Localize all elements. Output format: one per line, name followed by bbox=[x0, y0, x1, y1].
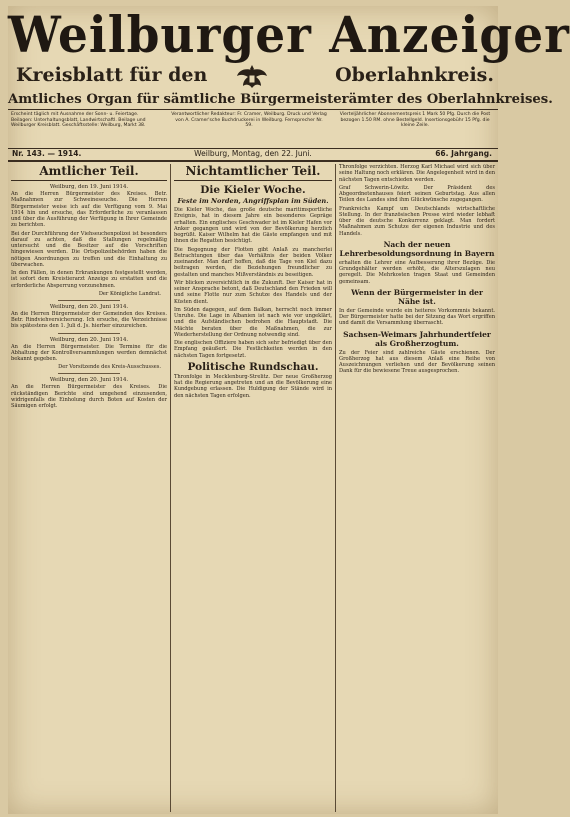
separator bbox=[58, 373, 120, 374]
signature: Der Vorsitzende des Kreis-Ausschusses. bbox=[58, 364, 161, 371]
section-heading-official: Amtlicher Teil. bbox=[11, 164, 167, 181]
signature: Der Königliche Landrat. bbox=[98, 290, 161, 297]
eagle-crest-icon bbox=[235, 62, 269, 92]
article-text: An die Herren Bürgermeister. Die Termine für die Abhaltung der Kontrollversammlungen werden demnächst bekannt gegeben. bbox=[11, 343, 167, 362]
article-text: Die englischen Offiziere haben sich sehr befriedigt über den Empfang geäußert. Die Festlichkeiten werden in den nächsten Tagen fortgesetzt. bbox=[174, 340, 332, 359]
article-dateline: Weilburg, den 20. Juni 1914. bbox=[49, 303, 129, 310]
article-subheadline: Feste im Norden, Angriffsplan im Süden. bbox=[177, 197, 329, 205]
article-text: Bei der Durchführung der Viehseuchenpolizei ist besonders darauf zu achten, daß die Stallungen regelmäßig untersucht und die Besitzer auf die Vorschriften hingewiesen werden. Die Ortspolizeibehörden haben die nötigen Anordnungen zu treffen und die Einhaltung zu überwachen. bbox=[11, 230, 167, 268]
article-text: erhalten die Lehrer eine Aufbesserung ihrer Bezüge. Die Grundgehälter werden erhöht, die Alterszulagen neu geregelt. Die Mehrkosten tragen Staat und Gemeinden gemeinsam. bbox=[339, 259, 495, 285]
info-subscription: Vierteljährlicher Abonnementspreis 1 Mark 50 Pfg. Durch die Post bezogen 1.50 RM. ohne Bestellgeld. Insertionsgebühr 15 Pfg. die kleine Zeile. bbox=[339, 112, 491, 129]
column-official bbox=[11, 164, 167, 812]
info-publication: Erscheint täglich mit Ausnahme der Sonn- u. Feiertage. Beilagen: Unterhaltungsblatt, Landwirtschaftl. Beilage und Weilburger Kreisblatt. Geschäftsstelle: Weilburg, Markt 38. bbox=[11, 112, 146, 129]
column-nonofficial bbox=[174, 164, 332, 812]
article-text: Frankreichs Kampf um Deutschlands wirtschaftliche Stellung. In der französischen Presse wird wieder lebhaft über die deutsche Konkurrenz geklagt. Man fordert Maßnahmen zum Schutze der eigenen Industrie und des Handels. bbox=[339, 205, 495, 237]
article-text: Die Kieler Woche, das große deutsche maritimsportliche Ereignis, hat in diesem Jahre ein besonderes Gepräge erhalten. Ein englisches Geschwader ist im Kieler Hafen vor Anker gegangen und wird von der Bevölkerung herzlich begrüßt. Kaiser Wilhelm hat die Gäste empfangen und mit ihnen die Regatten besichtigt. bbox=[174, 207, 332, 245]
tagline: Amtliches Organ für sämtliche Bürgermeisterämter des Oberlahnkreises. bbox=[8, 92, 553, 107]
article-text: In den Fällen, in denen Erkrankungen festgestellt werden, ist sofort dem Kreistierarzt Anzeige zu erstatten und die erforderliche Absperrung vorzunehmen. bbox=[11, 270, 167, 289]
subtitle-right: Oberlahnkreis. bbox=[335, 64, 494, 86]
article-headline: Nach der neuen Lehrerbesoldungsordnung in Bayern bbox=[339, 239, 495, 258]
column-continued bbox=[339, 164, 495, 812]
article-text: Zu der Feier sind zahlreiche Gäste erschienen. Der Großherzog hat aus diesem Anlaß eine Reihe von Auszeichnungen verliehen und der Bevölkerung seinen Dank für die bewiesene Treue ausgesprochen. bbox=[339, 349, 495, 375]
issue-date: Weilburg, Montag, den 22. Juni. bbox=[194, 149, 312, 158]
newspaper-title: Weilburger Anzeiger bbox=[8, 6, 570, 65]
dateline bbox=[8, 147, 498, 162]
article-text: Im Süden dagegen, auf dem Balkan, herrscht noch immer Unruhe. Die Lage in Albanien ist nach wie vor ungeklärt, und die Aufständischen bedrohen die Hauptstadt. Die Mächte beraten über die Maßnahmen, die zur Wiederherstellung der Ordnung notwendig sind. bbox=[174, 306, 332, 338]
article-text: In der Gemeinde wurde ein heiteres Vorkommnis bekannt. Der Bürgermeister hatte bei der Sitzung das Wort ergriffen und damit die Versammlung überrascht. bbox=[339, 307, 495, 327]
publication-info-bar bbox=[8, 109, 498, 149]
subtitle-left: Kreisblatt für den bbox=[16, 64, 208, 86]
article-text: Graf Schwerin-Löwitz. Der Präsident des Abgeordnetenhauses feiert seinen Geburtstag. Aus allen Teilen des Landes sind ihm Glückwünsche zugegangen. bbox=[339, 184, 495, 204]
issue-number: Nr. 143. — 1914. bbox=[12, 149, 82, 158]
separator bbox=[58, 333, 120, 334]
separator bbox=[58, 300, 120, 301]
column-rule bbox=[335, 164, 336, 812]
article-text: An die Herren Bürgermeister des Kreises. Die rückständigen Berichte sind umgehend einzusenden, widrigenfalls die Einholung durch Boten auf Kosten der Säumigen erfolgt. bbox=[11, 384, 167, 409]
article-text: An die Herren Bürgermeister des Kreises. Betr. Maßnahmen zur Schweineseuche. Die Herren Bürgermeister weise ich auf die Verfügung vom 9. Mai 1914 hin und ersuche, das Erforderliche zu veranlassen und über die Ausführung der Verfügung in Ihrer Gemeinde zu berichten. bbox=[11, 191, 167, 229]
article-text: Thronfolge in Mecklenburg-Strelitz. Der neue Großherzog hat die Regierung angetreten und an die Bevölkerung eine Kundgebung erlassen. Die Huldigung der Stände wird in den nächsten Tagen erfolgen. bbox=[174, 373, 332, 399]
column-rule bbox=[170, 164, 171, 812]
article-text: An die Herren Bürgermeister der Gemeinden des Kreises. Betr. Rindviehversicherung. Ich ersuche, die Verzeichnisse bis spätestens den 1. Juli d. Js. hierher einzureichen. bbox=[11, 310, 167, 330]
article-dateline: Weilburg, den 20. Juni 1914. bbox=[49, 377, 129, 384]
section-heading-nonofficial: Nichtamtlicher Teil. bbox=[174, 164, 332, 181]
volume-year: 66. Jahrgang. bbox=[435, 149, 492, 158]
article-headline: Sachsen-Weimars Jahrhundertfeier als Großherzogtum. bbox=[343, 329, 491, 348]
article-dateline: Weilburg, den 20. Juni 1914. bbox=[49, 336, 129, 343]
article-text: Wir blicken zuversichtlich in die Zukunft. Der Kaiser hat in seiner Ansprache betont, daß Deutschland den Frieden will und seine Flotte nur zum Schutze des Handels und der Küsten dient. bbox=[174, 279, 332, 305]
article-text: Thronfolge verzichten. Herzog Karl Michael wird sich über seine Haltung noch erklären. Die Angelegenheit wird in den nächsten Tagen entschieden werden. bbox=[339, 164, 495, 183]
article-headline: Wenn der Bürgermeister in der Nähe ist. bbox=[351, 287, 483, 306]
newspaper-page bbox=[8, 6, 570, 814]
info-editor: Verantwortlicher Redakteur: Fr. Cramer, Weilburg. Druck und Verlag von A. Cramer'sche Buchdruckerei in Weilburg. Fernsprecher Nr. 59. bbox=[171, 112, 327, 129]
article-headline: Politische Rundschau. bbox=[187, 360, 319, 373]
article-text: Die Begegnung der Flotten gibt Anlaß zu mancherlei Betrachtungen über das Verhältnis der beiden Völker zueinander. Man darf hoffen, daß die Tage von Kiel dazu beitragen werden, die Beziehungen freundlicher zu gestalten und manches Mißverständnis zu beseitigen. bbox=[174, 246, 332, 278]
article-headline: Die Kieler Woche. bbox=[200, 184, 306, 196]
article-dateline: Weilburg, den 19. Juni 1914. bbox=[49, 184, 129, 190]
